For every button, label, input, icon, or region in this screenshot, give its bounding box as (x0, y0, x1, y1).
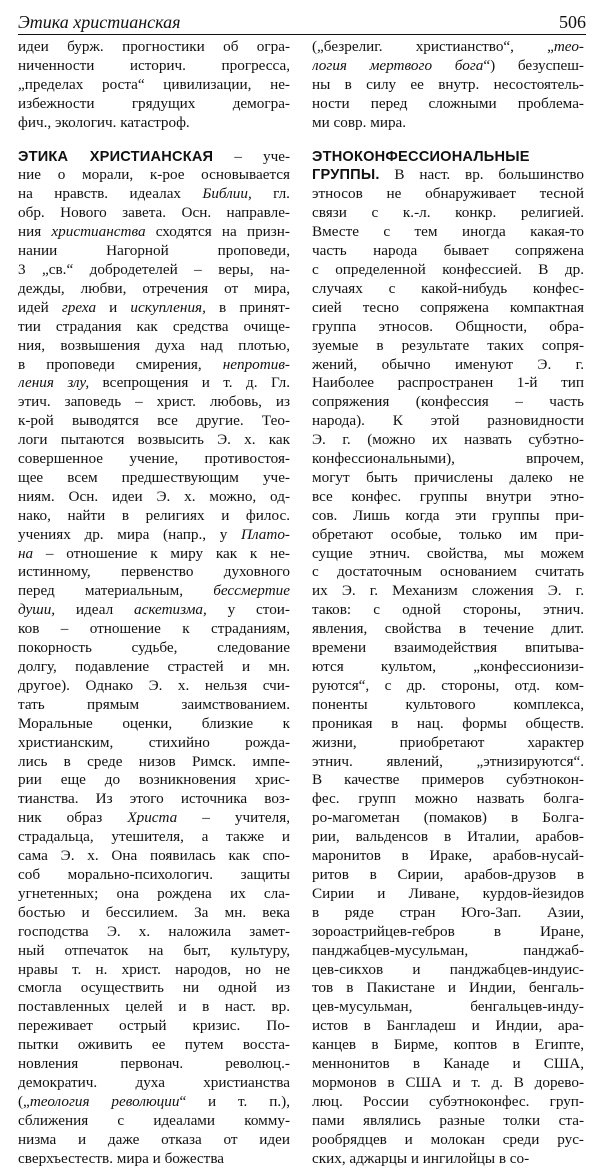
text-line (312, 488, 584, 507)
text-line (18, 1131, 290, 1150)
continuation-paragraph (312, 38, 584, 133)
text-line (312, 790, 584, 809)
text-run: истинному, первенство духовного (18, 563, 290, 581)
text-run: люц. России субэтноконфес. груп- (312, 1092, 584, 1110)
text-line (18, 1017, 290, 1036)
text-line (18, 450, 290, 469)
text-run: тии страдания как средства очище- (18, 317, 290, 335)
text-line (312, 76, 584, 95)
running-head (18, 8, 586, 35)
text-line (18, 961, 290, 980)
text-line (312, 242, 584, 261)
text-line (312, 677, 584, 696)
text-line: избежности грядущих демогра- (18, 94, 290, 112)
text-line (18, 790, 290, 809)
running-title: Этика христианская (18, 12, 181, 32)
text-line (312, 904, 584, 923)
text-line (18, 261, 290, 280)
text-line (18, 148, 290, 167)
text-line (18, 942, 290, 961)
text-line (18, 809, 290, 828)
text-run: ния (18, 223, 52, 241)
text-run: этнич. явлений, „этнизируются“. (312, 752, 584, 770)
page-number: 506 (559, 12, 586, 32)
text-run: таков: с одной стороны, этнич. (312, 601, 584, 619)
text-line (18, 828, 290, 847)
text-run: истов в Бангладеш и Индии, ара- (312, 1017, 584, 1035)
text-run: сверхъестеств. мира и божества (18, 1149, 225, 1167)
text-line (312, 545, 584, 564)
text-line (312, 280, 584, 299)
text-run: рии, вальденсов в Италии, арабов- (312, 828, 584, 846)
text-run: („безрелиг. христианство“, „ (312, 38, 554, 55)
text-run: смогла осуществить ни одной из (18, 979, 290, 997)
text-run: угнетенных; она рождена их сла- (18, 884, 290, 902)
text-run: ник образ (18, 809, 128, 827)
text-line (18, 715, 290, 734)
italic-term: непротив- (222, 355, 290, 373)
text-line (18, 318, 290, 337)
text-run: “ и т. п.), (179, 1092, 290, 1110)
text-run: сходятся на призн- (145, 223, 290, 241)
text-line (18, 356, 290, 375)
text-line (312, 979, 584, 998)
text-run: христианским, стихийно рожда- (18, 733, 290, 751)
text-line (312, 1036, 584, 1055)
text-line (312, 450, 584, 469)
text-run: ние о морали, к-рое основывается (18, 166, 290, 184)
italic-term: теология революции (29, 1092, 180, 1110)
text-run: в ряде стран Юго-Зап. Азии, (312, 903, 584, 921)
text-run: соб морально-психологич. защиты (18, 865, 290, 883)
text-run: покорность судьбе, следование (18, 639, 290, 657)
text-line (18, 734, 290, 753)
text-run: ков – отношение к страданиям, (18, 620, 290, 638)
text-run: Наиболее распространен 1-й тип (312, 374, 584, 392)
text-line (312, 942, 584, 961)
text-run: („ (18, 1092, 30, 1110)
text-run: новления первонач. революц.- (18, 1055, 290, 1073)
italic-term: христианства (51, 223, 146, 241)
text-line (312, 204, 584, 223)
text-line (312, 526, 584, 545)
text-line (18, 753, 290, 772)
text-line: фич., экологич. катастроф. (18, 113, 190, 131)
text-run: страдальца, утешителя, а также и (18, 828, 290, 846)
text-run: тов в Пакистане и Индии, бенгаль- (312, 979, 584, 997)
text-line (18, 1112, 290, 1131)
text-line (312, 582, 584, 601)
text-run: ми совр. мира. (312, 113, 407, 131)
text-run: нако, найти в религиях и филос. (18, 506, 290, 524)
text-run: щее всем предшествующим уче- (18, 468, 290, 486)
text-run: Э. г. (можно их назвать субэтно- (312, 431, 584, 449)
text-run: Сирии и Ливане, курдов-йезидов (312, 884, 584, 902)
text-line (312, 601, 584, 620)
text-line (312, 469, 584, 488)
text-run: В наст. вр. большинство (379, 166, 584, 184)
text-line (18, 223, 290, 242)
italic-term: логия мертвого бога (312, 56, 484, 74)
text-run: идей (18, 298, 62, 316)
text-line (312, 1131, 584, 1150)
text-run: обр. Нового завета. Осн. направле- (18, 204, 290, 222)
text-line (312, 771, 584, 790)
text-run: 3 „св.“ добродетелей – веры, на- (18, 260, 290, 278)
text-line (18, 507, 290, 526)
text-run: лись в среде низов Римск. импе- (18, 752, 290, 770)
text-line (18, 545, 290, 564)
text-run: группа этносов. Общности, обра- (312, 317, 584, 335)
text-run: конфессиональными), впрочем, (312, 450, 584, 468)
text-line (18, 393, 290, 412)
text-run: логи пытаются возвысить Э. х. как (18, 431, 290, 449)
text-run: рии еще до возникновения хрис- (18, 771, 290, 789)
text-run: часть народа бывает сопряжена (312, 242, 584, 260)
text-line (312, 261, 584, 280)
text-line (312, 507, 584, 526)
text-run: – учителя, (177, 809, 290, 827)
text-line (312, 412, 584, 431)
text-line (312, 658, 584, 677)
text-line (18, 1150, 290, 1168)
text-run: с определенной конфессией. В др. (312, 260, 584, 278)
text-run: сближения с идеалами комму- (18, 1111, 290, 1129)
italic-term: на (18, 544, 34, 562)
text-run: на нравств. идеалах (18, 185, 203, 203)
text-line (312, 223, 584, 242)
text-run: этносов не обнаруживает тесной (312, 185, 584, 203)
text-run: ния, возвышения духа над плотью, (18, 336, 290, 354)
text-line (312, 753, 584, 772)
entry-etnokonfessionalnye-gruppy (312, 148, 584, 1168)
text-run: их Э. г. Механизм сложения Э. г. (312, 582, 584, 600)
text-run: нании Нагорной проповеди, (18, 242, 290, 260)
text-run: жений, обычно именуют Э. г. (312, 355, 584, 373)
text-line (18, 337, 290, 356)
italic-term: Библии, (202, 185, 252, 203)
italic-term: греха (61, 298, 97, 316)
text-run: сама Э. х. Она появилась как спо- (18, 847, 290, 865)
text-line (312, 809, 584, 828)
text-run: с достаточным основанием считать (312, 563, 584, 581)
italic-term: тео- (553, 38, 584, 55)
text-line (312, 148, 584, 167)
text-line (312, 1055, 584, 1074)
text-line (18, 639, 290, 658)
text-run: учениях др. мира (напр., у (18, 525, 241, 543)
text-line (18, 526, 290, 545)
text-line (312, 1093, 584, 1112)
text-run: рообрядцев и молокан среди рус- (312, 1130, 584, 1148)
text-line (312, 998, 584, 1017)
text-run: бостью и бессилием. За мн. века (18, 903, 290, 921)
text-run: цев-сикхов и панджабцев-индуис- (312, 960, 584, 978)
text-line (18, 620, 290, 639)
text-line (312, 318, 584, 337)
text-run: ских, аджарцы и ингилойцы в со- (312, 1149, 530, 1167)
text-line (312, 356, 584, 375)
text-line (18, 374, 290, 393)
text-run: всепрощения и т. д. Гл. (89, 374, 290, 392)
text-run: сов. Лишь когда эти группы при- (312, 506, 584, 524)
text-line (312, 1074, 584, 1093)
text-line (18, 185, 290, 204)
text-line (312, 1150, 584, 1168)
text-run: ны в силу ее внутр. несостоятель- (312, 75, 584, 93)
text-line (18, 998, 290, 1017)
text-line (18, 166, 290, 185)
text-run: перед материальным, (18, 582, 214, 600)
text-run: В качестве примеров субэтнокон- (312, 771, 584, 789)
text-run: канцев в Бирме, коптов в Египте, (312, 1036, 584, 1054)
text-line (18, 469, 290, 488)
text-line (18, 696, 290, 715)
text-run: зороастрийцев-гебров в Иране, (312, 922, 584, 940)
text-run: в проповеди смирения, (18, 355, 223, 373)
text-run: сопряжения (конфессия – часть (312, 393, 584, 411)
text-line (312, 114, 584, 133)
text-run: долгу, подавление страстей и мн. (18, 658, 290, 675)
italic-term: души, (18, 601, 56, 619)
text-run: совершенное учение, противостоя- (18, 450, 290, 468)
text-line (312, 639, 584, 658)
text-line (18, 771, 290, 790)
text-line (18, 979, 290, 998)
text-run: ются культом, „конфессионизи- (312, 658, 584, 675)
text-line (18, 904, 290, 923)
text-line (312, 1112, 584, 1131)
text-line (312, 38, 584, 57)
text-line (312, 166, 584, 185)
text-line (312, 866, 584, 885)
text-run: гл. (251, 185, 290, 203)
text-run: пытки оживить ее путем восста- (18, 1036, 290, 1054)
entry-headword: ЭТИКА ХРИСТИАНСКАЯ (18, 148, 214, 165)
text-line (312, 696, 584, 715)
text-run: поненты культового комплекса, (312, 695, 584, 713)
text-line (312, 734, 584, 753)
text-run: связи с к.-л. конкр. религией. (312, 204, 584, 222)
text-run: у стои- (206, 601, 290, 619)
text-line (312, 393, 584, 412)
text-run: поставленных целей и в наст. вр. (18, 998, 290, 1016)
text-line (18, 242, 290, 261)
text-run: ритов в Сирии, арабов-друзов в (312, 865, 584, 883)
text-line (18, 885, 290, 904)
text-line (312, 828, 584, 847)
text-line (312, 374, 584, 393)
text-line (312, 715, 584, 734)
text-run: низма и даже отказа от идеи (18, 1130, 290, 1148)
text-line (18, 582, 290, 601)
continuation-paragraph (18, 38, 290, 133)
text-run: ный отпечаток на быт, культуру, (18, 941, 290, 959)
italic-term: аскетизма, (133, 601, 207, 619)
text-run: к-рой выводятся все другие. Тео- (18, 412, 290, 430)
text-line (18, 1093, 290, 1112)
text-line (312, 431, 584, 450)
text-run: случаях с какой-нибудь конфес- (312, 279, 584, 297)
text-line (312, 563, 584, 582)
text-line (312, 299, 584, 318)
italic-term: искупления, (130, 298, 206, 316)
text-run: “) безуспеш- (483, 56, 584, 74)
text-run: сией тесно сопряжена компактная (312, 298, 584, 316)
text-run: идеал (55, 601, 134, 619)
text-run: могут быть причислены далеко не (312, 468, 584, 486)
text-run: сущие этнич. свойства, мы можем (312, 544, 584, 562)
text-line (312, 620, 584, 639)
entry-headword: ГРУППЫ. (312, 167, 380, 184)
text-run: времени взаимодействия впитыва- (312, 639, 584, 657)
text-run: проникая в нац. формы обществ. (312, 714, 584, 732)
italic-term: ления злу, (18, 374, 90, 392)
text-run: нравы т. н. христ. народов, но не (18, 960, 290, 978)
text-run: цев-мусульман, бенгальцев-инду- (312, 998, 584, 1016)
text-run: народа). К этой разновидности (312, 412, 584, 430)
text-run: дежды, любви, отречения от мира, (18, 279, 290, 297)
text-line (18, 299, 290, 318)
text-run: переживает острый кризис. По- (18, 1017, 290, 1035)
text-line (312, 885, 584, 904)
italic-term: Плато- (241, 525, 290, 543)
text-line (18, 601, 290, 620)
text-run: обретают особые, только им при- (312, 525, 584, 543)
text-line: ниченности историч. прогресса, (18, 56, 290, 74)
text-line (312, 847, 584, 866)
entry-etika-khristianskaya (18, 148, 290, 1168)
text-line (18, 1074, 290, 1093)
text-run: руются“, с др. стороны, отд. ком- (312, 676, 584, 694)
text-run: маронитов в Ираке, арабов-нусай- (312, 847, 584, 865)
text-line (18, 563, 290, 582)
text-line (18, 1036, 290, 1055)
left-column (18, 38, 290, 1168)
text-run: другое). Однако Э. х. нельзя счи- (18, 676, 290, 694)
text-run: фес. групп можно назвать болга- (312, 790, 584, 808)
entry-headword: ЭТНОКОНФЕССИОНАЛЬНЫЕ (312, 148, 530, 165)
text-line (18, 866, 290, 885)
text-line: идеи бурж. прогностики об огра- (18, 38, 290, 55)
text-run: тать прямым заимствованием. (18, 695, 290, 713)
text-run: Моральные оценки, близкие к (18, 714, 290, 732)
right-column (312, 38, 584, 1168)
text-line (312, 923, 584, 942)
text-line (18, 847, 290, 866)
text-run: тианства. Из этого источника воз- (18, 790, 290, 808)
text-run: господства Э. х. наложила замет- (18, 922, 290, 940)
text-run: – уче- (213, 147, 290, 165)
text-run: Вместе с тем иногда какая-то (312, 223, 584, 241)
text-line (18, 488, 290, 507)
text-line (18, 280, 290, 299)
text-run: пами являлись разные толки ста- (312, 1111, 584, 1129)
text-run: меннонитов в Канаде и США, (312, 1055, 584, 1073)
text-line (312, 57, 584, 76)
text-run: и (96, 298, 131, 316)
text-line (18, 204, 290, 223)
text-run: ниям. Осн. идеи Э. х. можно, од- (18, 487, 290, 505)
text-run: демократич. духа христианства (18, 1073, 290, 1091)
text-line: „пределах роста“ цивилизации, не- (18, 75, 290, 93)
italic-term: бессмертие (213, 582, 290, 600)
text-line (18, 1055, 290, 1074)
text-run: зуемые в результате таких сопря- (312, 336, 584, 354)
text-line (312, 1017, 584, 1036)
text-run: жизни, приобретают характер (312, 733, 584, 751)
text-line (18, 431, 290, 450)
text-run: – отношение к миру как к не- (33, 544, 290, 562)
text-line (18, 923, 290, 942)
text-run: панджабцев-мусульман, панджаб- (312, 941, 584, 959)
text-line (18, 658, 290, 677)
text-line (312, 95, 584, 114)
text-run: явления, свойства в течение длит. (312, 620, 584, 638)
text-line (18, 677, 290, 696)
text-run: мормонов в США и т. д. В дорево- (312, 1073, 584, 1091)
text-line (312, 961, 584, 980)
text-line (312, 337, 584, 356)
italic-term: Христа (127, 809, 178, 827)
text-run: все конфес. группы внутри этно- (312, 487, 584, 505)
text-run: в принят- (205, 298, 290, 316)
text-run: ности перед сложными проблема- (312, 94, 584, 112)
text-run: ро-магометан (помаков) в Болга- (312, 809, 584, 827)
text-run: этич. заповедь – христ. любовь, из (18, 393, 290, 411)
text-line (18, 412, 290, 431)
text-line (312, 185, 584, 204)
